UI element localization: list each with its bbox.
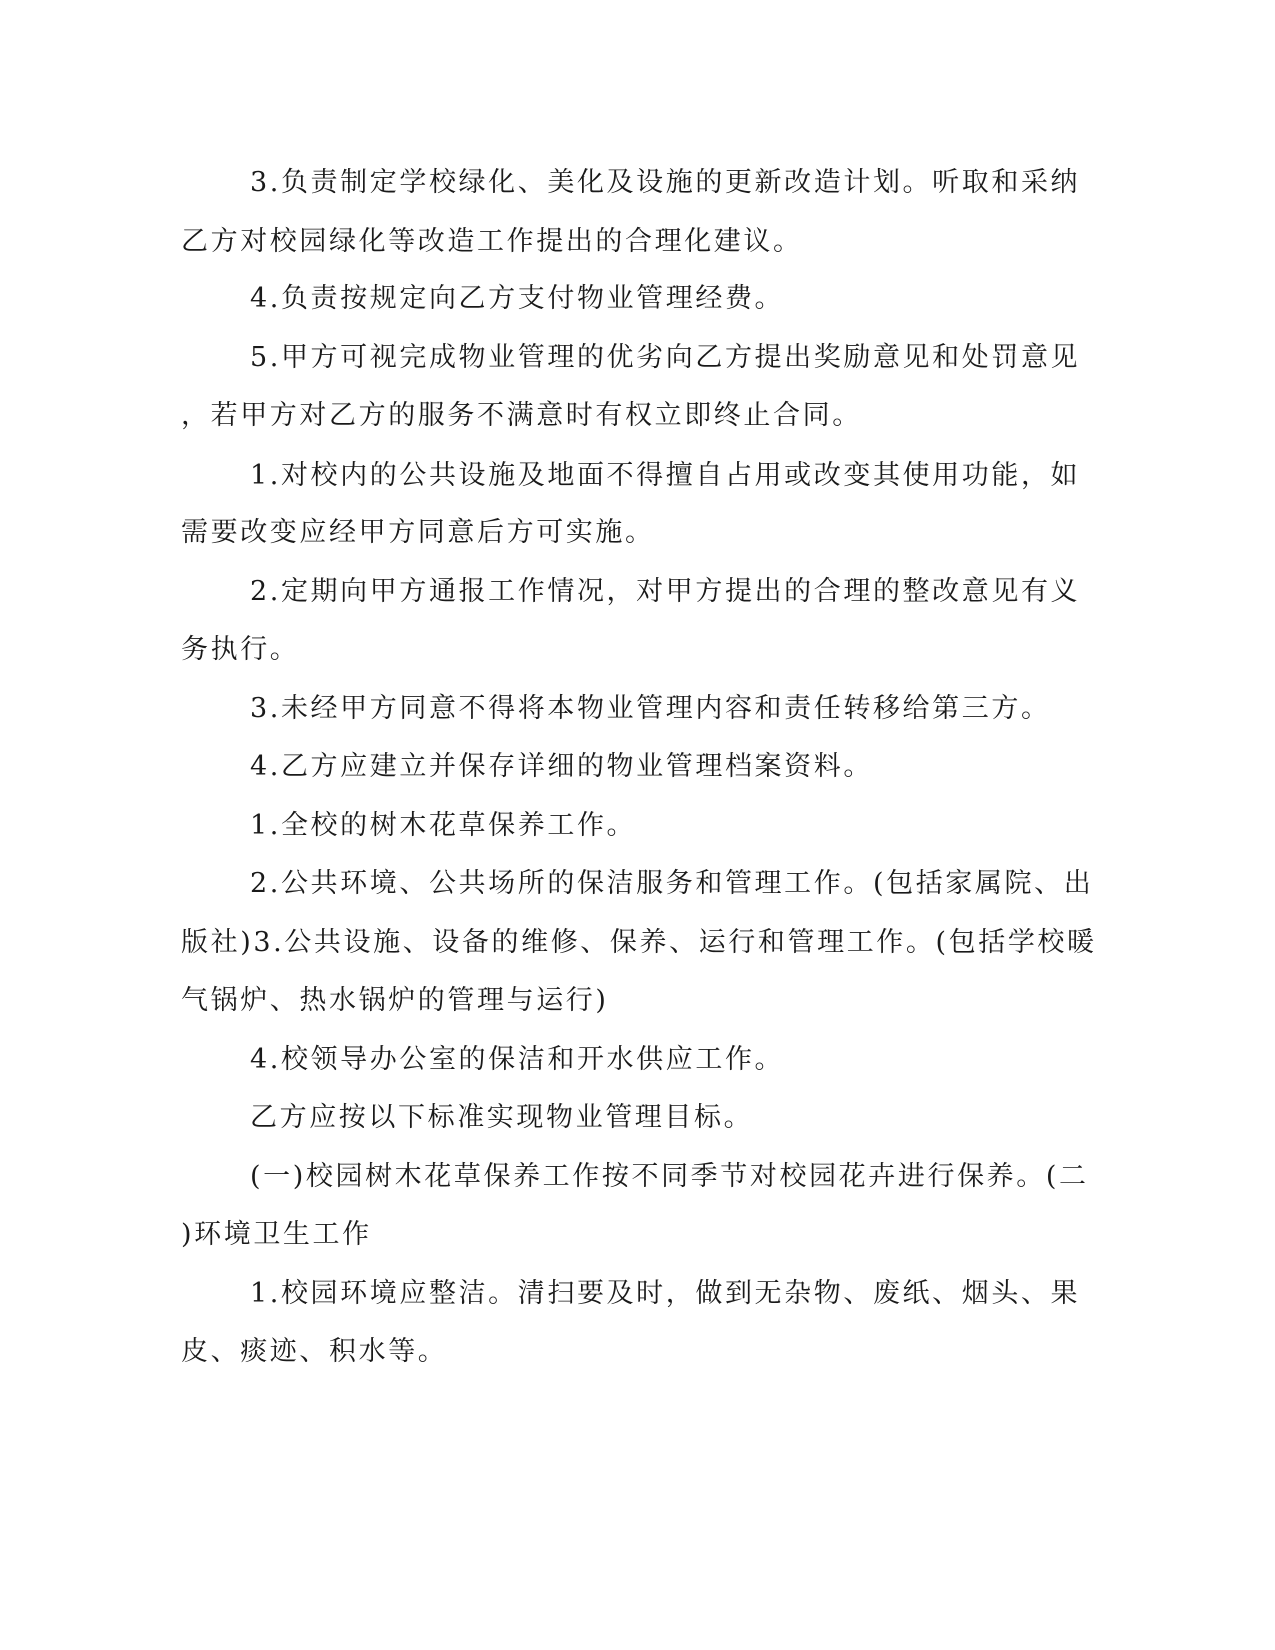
text-line: 皮、痰迹、积水等。 (181, 1336, 448, 1367)
text-line: ，若甲方对乙方的服务不满意时有权立即终止合同。 (181, 400, 862, 431)
text-line: 2.定期向甲方通报工作情况，对甲方提出的合理的整改意见有义 (250, 576, 1081, 607)
text-line: 1.校园环境应整洁。清扫要及时，做到无杂物、废纸、烟头、果 (250, 1278, 1081, 1309)
text-line: 5.甲方可视完成物业管理的优劣向乙方提出奖励意见和处罚意见 (250, 342, 1081, 373)
text-line: 4.乙方应建立并保存详细的物业管理档案资料。 (250, 751, 873, 782)
text-line: 务执行。 (181, 634, 300, 665)
text-line: 4.校领导办公室的保洁和开水供应工作。 (250, 1044, 785, 1075)
text-line: 2.公共环境、公共场所的保洁服务和管理工作。(包括家属院、出 (250, 868, 1094, 899)
text-line: 4.负责按规定向乙方支付物业管理经费。 (250, 283, 785, 314)
text-line: 版社)3.公共设施、设备的维修、保养、运行和管理工作。(包括学校暖 (181, 927, 1097, 958)
text-line: 乙方应按以下标准实现物业管理目标。 (250, 1102, 754, 1133)
text-line: 3.负责制定学校绿化、美化及设施的更新改造计划。听取和采纳 (250, 167, 1081, 198)
text-line: 1.对校内的公共设施及地面不得擅自占用或改变其使用功能，如 (250, 460, 1081, 491)
text-line: 3.未经甲方同意不得将本物业管理内容和责任转移给第三方。 (250, 693, 1051, 724)
text-line: (一)校园树木花草保养工作按不同季节对校园花卉进行保养。(二 (250, 1161, 1089, 1192)
text-line: )环境卫生工作 (181, 1219, 372, 1250)
text-line: 乙方对校园绿化等改造工作提出的合理化建议。 (181, 226, 803, 257)
text-line: 需要改变应经甲方同意后方可实施。 (181, 517, 655, 548)
text-line: 1.全校的树木花草保养工作。 (250, 810, 637, 841)
text-line: 气锅炉、热水锅炉的管理与运行) (181, 985, 609, 1016)
